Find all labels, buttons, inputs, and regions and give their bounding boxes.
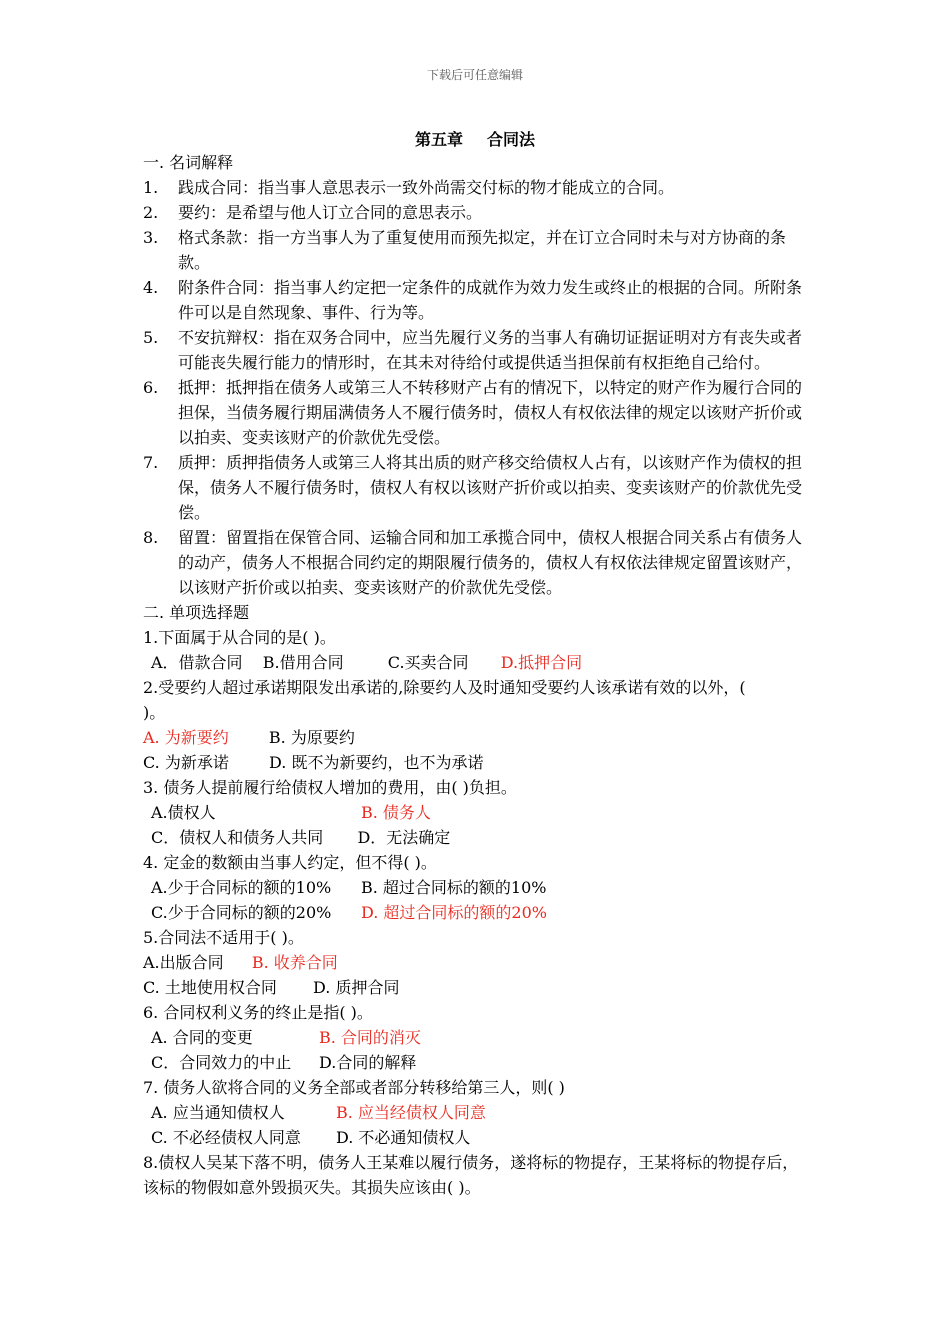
item-number: 3. <box>143 228 159 247</box>
item-text: 践成合同：指当事人意思表示一致外尚需交付标的物才能成立的合同。 <box>178 178 675 197</box>
item-number: 4. <box>143 278 159 297</box>
item-text: 不安抗辩权：指在双务合同中，应当先履行义务的当事人有确切证据证明对方有丧失或者可能丧失履行能力的情形时，在其未对待给付或提供适当担保前有权拒绝自己给付。 <box>178 328 803 372</box>
chapter-title <box>0 127 950 150</box>
question-stem: 2.受要约人超过承诺期限发出承诺的,除要约人及时通知受要约人该承诺有效的以外，( <box>143 678 746 697</box>
option-b-answer: B. 合同的消灭 <box>319 1028 421 1047</box>
item-number: 2. <box>143 203 159 222</box>
option-row <box>143 1025 811 1050</box>
question-stem: 8.债权人吴某下落不明，债务人王某难以履行债务，遂将标的物提存，王某将标的物提存后，该标的物假如意外毁损灭失。其损失应该由( )。 <box>143 1153 799 1197</box>
item-number: 1. <box>143 178 159 197</box>
definition-item <box>143 450 811 525</box>
option-row <box>143 725 811 750</box>
option-c: C. 不必经债权人同意 <box>151 1128 301 1147</box>
option-a: A．借款合同 <box>151 653 243 672</box>
option-row <box>143 825 811 850</box>
question-stem: 7. 债务人欲将合同的义务全部或者部分转移给第三人，则( ) <box>143 1078 565 1097</box>
item-text: 抵押：抵押指在债务人或第三人不转移财产占有的情况下，以特定的财产作为履行合同的担保，当债务履行期届满债务人不履行债务时，债权人有权依法律的规定以该财产折价或以拍卖、变卖该财产的价款优先受偿。 <box>178 378 803 447</box>
item-number: 7. <box>143 453 159 472</box>
question-stem: 4. 定金的数额由当事人约定，但不得( )。 <box>143 853 437 872</box>
definition-item <box>143 175 811 200</box>
option-d: D. 既不为新要约，也不为承诺 <box>269 753 484 772</box>
option-b-answer: B. 债务人 <box>361 803 431 822</box>
definition-item <box>143 525 811 600</box>
section-heading-choice: 二. 单项选择题 <box>143 603 250 622</box>
option-a-answer: A. 为新要约 <box>143 728 229 747</box>
option-a: A. 合同的变更 <box>151 1028 253 1047</box>
option-c: C．债权人和债务人共同 <box>151 828 324 847</box>
definition-item <box>143 200 811 225</box>
option-b: B.借用合同 <box>262 653 344 672</box>
option-row <box>143 800 811 825</box>
item-text: 留置：留置指在保管合同、运输合同和加工承揽合同中，债权人根据合同关系占有债务人的动产，债务人不根据合同约定的期限履行债务的，债权人有权依法律规定留置该财产，以该财产折价或以拍卖、变卖该财产的价款优先受偿。 <box>178 528 803 597</box>
option-c: C.买卖合同 <box>387 653 469 672</box>
option-c: C. 土地使用权合同 <box>143 978 277 997</box>
item-text: 要约：是希望与他人订立合同的意思表示。 <box>178 203 483 222</box>
option-d-answer: D. 超过合同标的额的20% <box>361 903 547 922</box>
option-b: B. 超过合同标的额的10% <box>361 878 547 897</box>
item-text: 格式条款：指一方当事人为了重复使用而预先拟定，并在订立合同时未与对方协商的条款。 <box>178 228 787 272</box>
definition-item <box>143 325 811 375</box>
option-c: C. 为新承诺 <box>143 753 229 772</box>
option-d: D.合同的解释 <box>319 1053 417 1072</box>
definition-item <box>143 375 811 450</box>
item-number: 5. <box>143 328 159 347</box>
option-row <box>143 900 811 925</box>
option-c: C.少于合同标的额的20% <box>151 903 332 922</box>
option-row <box>143 975 811 1000</box>
question-stem: 1.下面属于从合同的是( )。 <box>143 628 336 647</box>
document-body <box>143 150 811 1200</box>
option-b-answer: B. 收养合同 <box>251 953 338 972</box>
question-stem-continued: )。 <box>143 703 166 722</box>
option-d-answer: D.抵押合同 <box>500 653 583 672</box>
option-row <box>143 950 811 975</box>
question-stem: 3. 债务人提前履行给债权人增加的费用，由( )负担。 <box>143 778 517 797</box>
option-row <box>143 1125 811 1150</box>
option-row <box>143 1100 811 1125</box>
option-a: A.少于合同标的额的10% <box>151 878 332 897</box>
definition-item <box>143 225 811 275</box>
chapter-number: 第五章 <box>414 130 463 149</box>
section-heading-definitions: 一. 名词解释 <box>143 153 234 172</box>
option-d: D. 质押合同 <box>313 978 400 997</box>
option-row <box>143 875 811 900</box>
option-a: A. 应当通知债权人 <box>151 1103 285 1122</box>
item-number: 6. <box>143 378 159 397</box>
option-row <box>143 750 811 775</box>
item-text: 质押：质押指债务人或第三人将其出质的财产移交给债权人占有，以该财产作为债权的担保，债务人不履行债务时，债权人有权以该财产折价或以拍卖、变卖该财产的价款优先受偿。 <box>178 453 803 522</box>
question-stem: 6. 合同权利义务的终止是指( )。 <box>143 1003 373 1022</box>
question-stem: 5.合同法不适用于( )。 <box>143 928 304 947</box>
option-a: A.出版合同 <box>143 953 224 972</box>
option-a: A.债权人 <box>151 803 216 822</box>
option-b: B. 为原要约 <box>268 728 355 747</box>
option-b-answer: B. 应当经债权人同意 <box>336 1103 486 1122</box>
option-d: D．无法确定 <box>357 828 451 847</box>
item-number: 8. <box>143 528 159 547</box>
page-header: 下载后可任意编辑 <box>426 68 523 82</box>
option-row <box>143 1050 811 1075</box>
definition-item <box>143 275 811 325</box>
option-row <box>143 650 811 675</box>
option-c: C．合同效力的中止 <box>151 1053 292 1072</box>
option-d: D. 不必通知债权人 <box>336 1128 471 1147</box>
item-text: 附条件合同：指当事人约定把一定条件的成就作为效力发生或终止的根据的合同。所附条件可以是自然现象、事件、行为等。 <box>178 278 803 322</box>
chapter-name: 合同法 <box>487 130 536 149</box>
